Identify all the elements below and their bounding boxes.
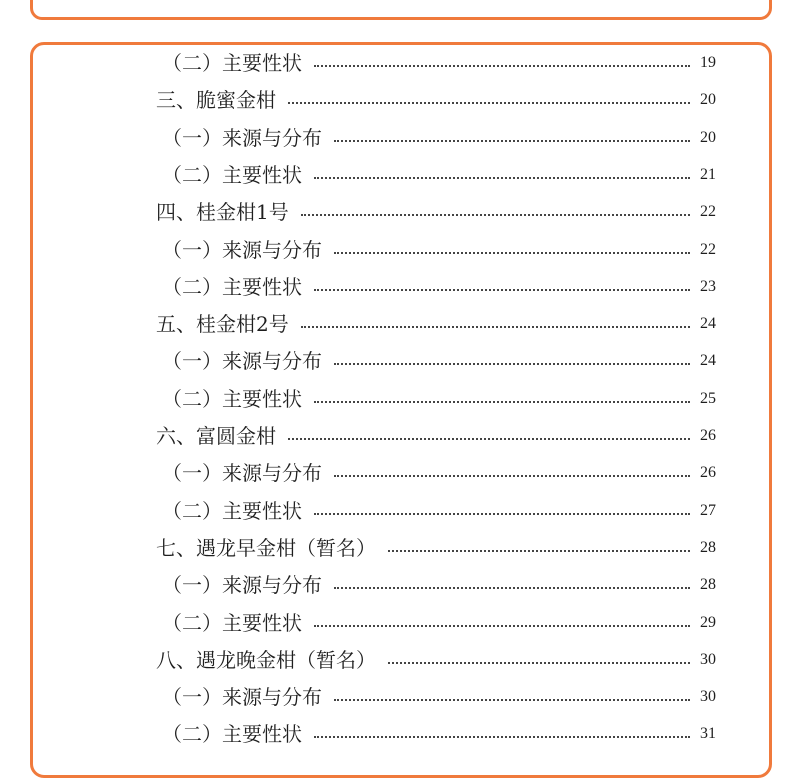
toc-leader-dots: [288, 438, 690, 440]
toc-entry-title: （二）主要性状: [162, 51, 302, 75]
toc-leader-dots: [314, 625, 690, 627]
toc-leader-dots: [288, 102, 690, 104]
toc-entry-title: （一）来源与分布: [162, 573, 322, 598]
toc-leader-dots: [314, 289, 690, 291]
toc-entry: [0, 231, 800, 268]
toc-entry: [0, 268, 800, 305]
toc-entry-title: （一）来源与分布: [162, 125, 322, 150]
toc-entry-page-number: 26: [700, 427, 716, 444]
toc-entry-page-number: 27: [700, 501, 716, 519]
toc-entry-page-number: 24: [700, 315, 716, 333]
toc-entry-page-number: 19: [700, 54, 716, 71]
toc-entry-page-number: 30: [700, 688, 716, 706]
toc-entry: [0, 305, 800, 342]
toc-entry: [0, 380, 800, 417]
toc-entry-page-number: 22: [700, 240, 716, 258]
toc-entry-title: （一）来源与分布: [162, 461, 322, 486]
toc-entry-page-number: 25: [700, 389, 716, 407]
toc-entry-page-number: 28: [700, 576, 716, 594]
toc-entry-page-number: 26: [700, 464, 716, 482]
toc-leader-dots: [314, 65, 690, 67]
toc-entry-page-number: 30: [700, 650, 716, 668]
toc-leader-dots: [314, 177, 690, 179]
toc-entry-page-number: 20: [700, 128, 716, 146]
toc-entry-page-number: 21: [700, 165, 716, 183]
toc-entry-title: （一）来源与分布: [162, 349, 322, 374]
toc-entry-page-number: 28: [700, 538, 716, 556]
toc-entry-title: （二）主要性状: [162, 162, 302, 187]
toc-leader-dots: [334, 699, 690, 701]
toc-leader-dots: [334, 587, 690, 589]
toc-entry-title: （二）主要性状: [162, 386, 302, 411]
toc-entry-page-number: 29: [700, 613, 716, 631]
toc-entry-title: 三、脆蜜金柑: [156, 88, 276, 113]
toc-entry-title: 八、遇龙晚金柑（暂名）: [156, 647, 376, 672]
toc-leader-dots: [314, 736, 690, 738]
toc-leader-dots: [301, 214, 690, 216]
top-panel-frame: [30, 0, 772, 20]
toc-entry-title: （一）来源与分布: [162, 237, 322, 262]
toc-entry: [0, 342, 800, 379]
toc-entry: [0, 678, 800, 715]
toc-entry: [0, 44, 800, 81]
toc-entry-title: 六、富圆金柑: [156, 424, 276, 448]
toc-entry: [0, 417, 800, 454]
toc-entry: [0, 156, 800, 193]
toc-leader-dots: [334, 140, 690, 142]
toc-entry: [0, 81, 800, 118]
toc-entry: [0, 119, 800, 156]
toc-entry-page-number: 23: [700, 277, 716, 295]
toc-leader-dots: [388, 550, 690, 552]
toc-leader-dots: [334, 252, 690, 254]
toc-entry-page-number: 20: [700, 91, 716, 109]
toc-entry: [0, 604, 800, 641]
toc-entry-title: 五、桂金柑2号: [156, 312, 289, 337]
toc-entry-title: （二）主要性状: [162, 610, 302, 635]
toc-leader-dots: [388, 662, 690, 664]
toc-entry-title: （二）主要性状: [162, 722, 302, 747]
toc-entry: [0, 641, 800, 678]
toc-entry: [0, 193, 800, 230]
toc-entry: [0, 566, 800, 603]
toc-entry-title: 七、遇龙早金柑（暂名）: [156, 535, 376, 560]
toc-entry: [0, 715, 800, 752]
toc-entry-page-number: 31: [700, 725, 716, 743]
toc-entry-title: 四、桂金柑1号: [156, 200, 289, 225]
toc-entry-title: （二）主要性状: [162, 498, 302, 523]
toc-entry-page-number: 22: [700, 203, 716, 221]
toc-leader-dots: [334, 363, 690, 365]
toc-leader-dots: [334, 475, 690, 477]
toc-leader-dots: [314, 401, 690, 403]
toc-entry: [0, 454, 800, 491]
toc-entry-title: （二）主要性状: [162, 274, 302, 299]
toc-leader-dots: [301, 326, 690, 328]
toc-entry-title: （一）来源与分布: [162, 685, 322, 710]
toc-leader-dots: [314, 513, 690, 515]
toc-entry: [0, 492, 800, 529]
toc-entry-page-number: 24: [700, 352, 716, 370]
toc-entry: [0, 529, 800, 566]
